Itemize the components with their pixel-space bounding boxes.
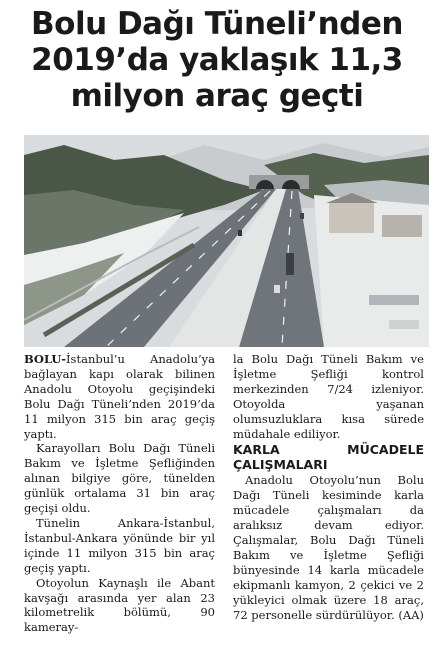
headline-line-3: milyon araç geçti xyxy=(70,78,364,114)
dateline: BOLU- xyxy=(24,352,67,366)
article-paragraph-2: Karayolları Bolu Dağı Tüneli Bakım ve İşletme Şefliğinden alınan bilgiye göre, tünelden günlük ortalama 31 bin araç geçişi oldu. xyxy=(24,441,215,516)
headline xyxy=(0,6,434,114)
article-paragraph-1 xyxy=(24,352,215,441)
article-paragraph-4: Otoyolun Kaynaşlı ile Abant kavşağı arasında yer alan 23 kilometrelik bölümü, 90 kameray- xyxy=(24,575,215,635)
paragraph-1-text: İstanbul’u Anadolu’ya bağlayan kapı olarak bilinen Anadolu Otoyolu geçişindeki Bolu Dağı Tüneli’nden 2019’da 11 milyon 315 bin araç geçiş yaptı. xyxy=(24,352,215,441)
article-column-left xyxy=(24,352,215,635)
article-paragraph-5: la Bolu Dağı Tüneli Bakım ve İşletme Şefliği kontrol merkezinden 7/24 izleniyor. Otoyolda yaşanan olumsuzluklara kısa sürede müdahale ediliyor. xyxy=(233,352,424,441)
photo-illustration xyxy=(24,135,429,347)
section-subheading: KARLA MÜCADELE ÇALIŞMALARI xyxy=(233,442,424,473)
headline-line-2: 2019’da yaklaşık 11,3 xyxy=(31,42,403,78)
article-column-right xyxy=(233,352,424,623)
tunnel-highway-photo xyxy=(24,135,429,347)
article-paragraph-6: Anadolu Otoyolu’nun Bolu Dağı Tüneli kesiminde karla mücadele çalışmaları da aralıksız devam ediyor. Çalışmalar, Bolu Dağı Tüneli Bakım ve İşletme Şefliği bünyesinde 14 karla mücadele ekipmanlı kamyon, 2 çekici ve 2 yükleyici olmak üzere 18 araç, 72 personelle sürdürülüyor. (AA) xyxy=(233,473,424,622)
article-paragraph-3: Tünelin Ankara-İstanbul, İstanbul-Ankara yönünde bir yıl içinde 11 milyon 315 bin araç geçiş yaptı. xyxy=(24,515,215,575)
headline-line-1: Bolu Dağı Tüneli’nden xyxy=(31,6,403,42)
